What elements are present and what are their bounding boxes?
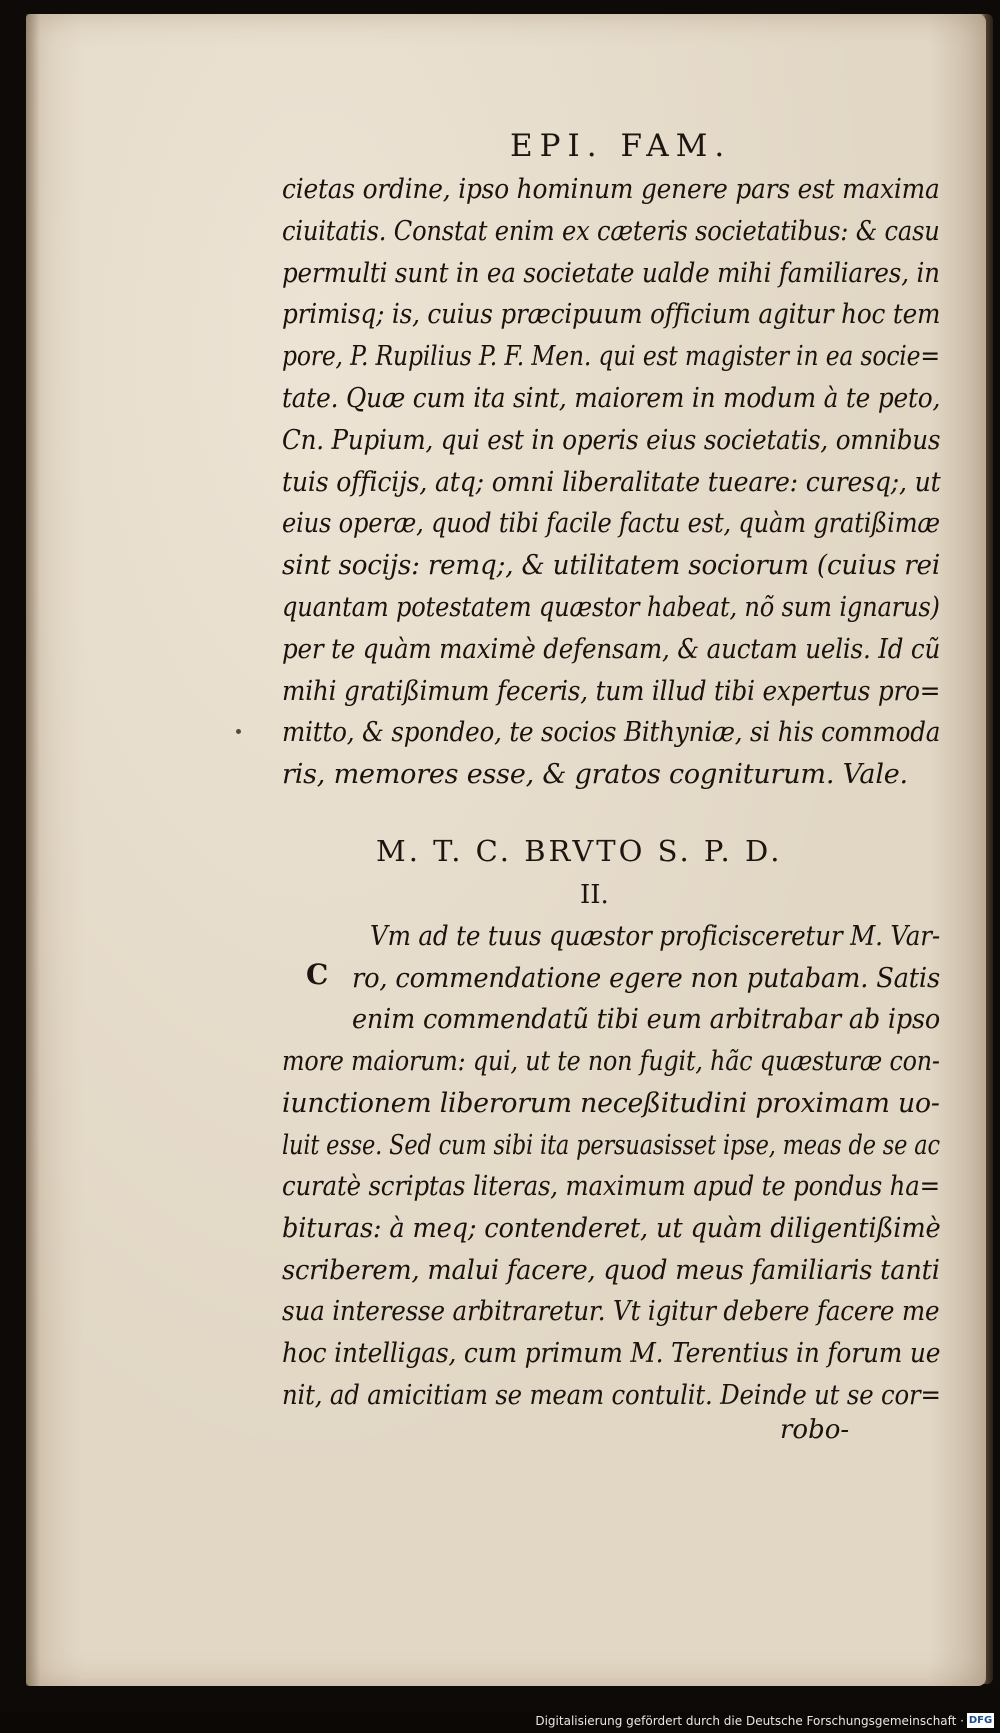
text-line: primisq; is, cuius præcipuum officium agitur hoc tem — [282, 299, 941, 331]
text-line: eius operæ, quod tibi facile factu est, quàm gratißimæ — [282, 508, 940, 540]
text-line: bituras: à meq; contenderet, ut quàm diligentißimè — [282, 1212, 941, 1244]
text-line: nit, ad amicitiam se meam contulit. Deinde ut se cor= — [282, 1379, 941, 1411]
text-line: more maiorum: qui, ut te non fugit, hãc quæsturæ con- — [282, 1046, 940, 1078]
text-line: cietas ordine, ipso hominum genere pars est maxima — [282, 174, 940, 205]
letter-heading: M. T. C. BRVTO S. P. D. — [376, 834, 783, 868]
text-line: tate. Quæ cum ita sint, maiorem in modum à te peto, — [282, 383, 941, 414]
text-line: hoc intelligas, cum primum M. Terentius in forum ue — [282, 1338, 941, 1369]
text-line: ro, commendatione egere non putabam. Satis — [352, 962, 940, 994]
text-line: ris, memores esse, & gratos cogniturum. Vale. — [282, 759, 908, 791]
text-line: sua interesse arbitraretur. Vt igitur debere facere me — [282, 1296, 940, 1328]
text-line: luit esse. Sed cum sibi ita persuasisset ipse, meas de se ac — [282, 1129, 940, 1161]
letter-number: II. — [580, 880, 609, 910]
running-head: EPI. FAM. — [510, 128, 732, 164]
text-line: tuis officijs, atq; omni liberalitate tueare: curesq;, ut — [282, 466, 941, 498]
margin-mark — [236, 729, 241, 734]
text-line: enim commendatũ tibi eum arbitrabar ab ipso — [352, 1004, 941, 1036]
dfg-logo-icon: DFG — [968, 1715, 993, 1726]
text-line: pore, P. Rupilius P. F. Men. qui est magister in ea socie= — [282, 341, 940, 373]
catchword: robo- — [780, 1415, 850, 1445]
text-line: Cn. Pupium, qui est in operis eius societatis, omnibus — [282, 424, 941, 456]
text-line: permulti sunt in ea societate ualde mihi familiares, in — [282, 257, 940, 289]
text-line: mitto, & spondeo, te socios Bithyniæ, si his commoda — [282, 717, 941, 749]
text-line: ciuitatis. Constat enim ex cæteris societatibus: & casu — [282, 215, 940, 247]
text-line: quantam potestatem quæstor habeat, nõ sum ignarus) — [282, 592, 940, 623]
text-line: mihi gratißimum feceris, tum illud tibi expertus pro= — [282, 675, 941, 707]
text-line: per te quàm maximè defensam, & auctam uelis. Id cũ — [282, 633, 941, 665]
text-line: iunctionem liberorum neceßitudini proximam uo- — [282, 1087, 940, 1119]
text-line: Vm ad te tuus quæstor proficisceretur M. Var- — [370, 921, 940, 952]
text-line: scriberem, malui facere, quod meus familiaris tanti — [282, 1254, 940, 1286]
drop-initial: C — [306, 958, 329, 991]
text-line: sint socijs: remq;, & utilitatem sociorum (cuius rei — [282, 550, 941, 582]
footer-credit: Digitalisierung gefördert durch die Deutsche Forschungsgemeinschaft · — [535, 1714, 964, 1728]
text-line: curatè scriptas literas, maximum apud te pondus ha= — [282, 1171, 940, 1203]
page-gutter — [26, 14, 40, 1686]
